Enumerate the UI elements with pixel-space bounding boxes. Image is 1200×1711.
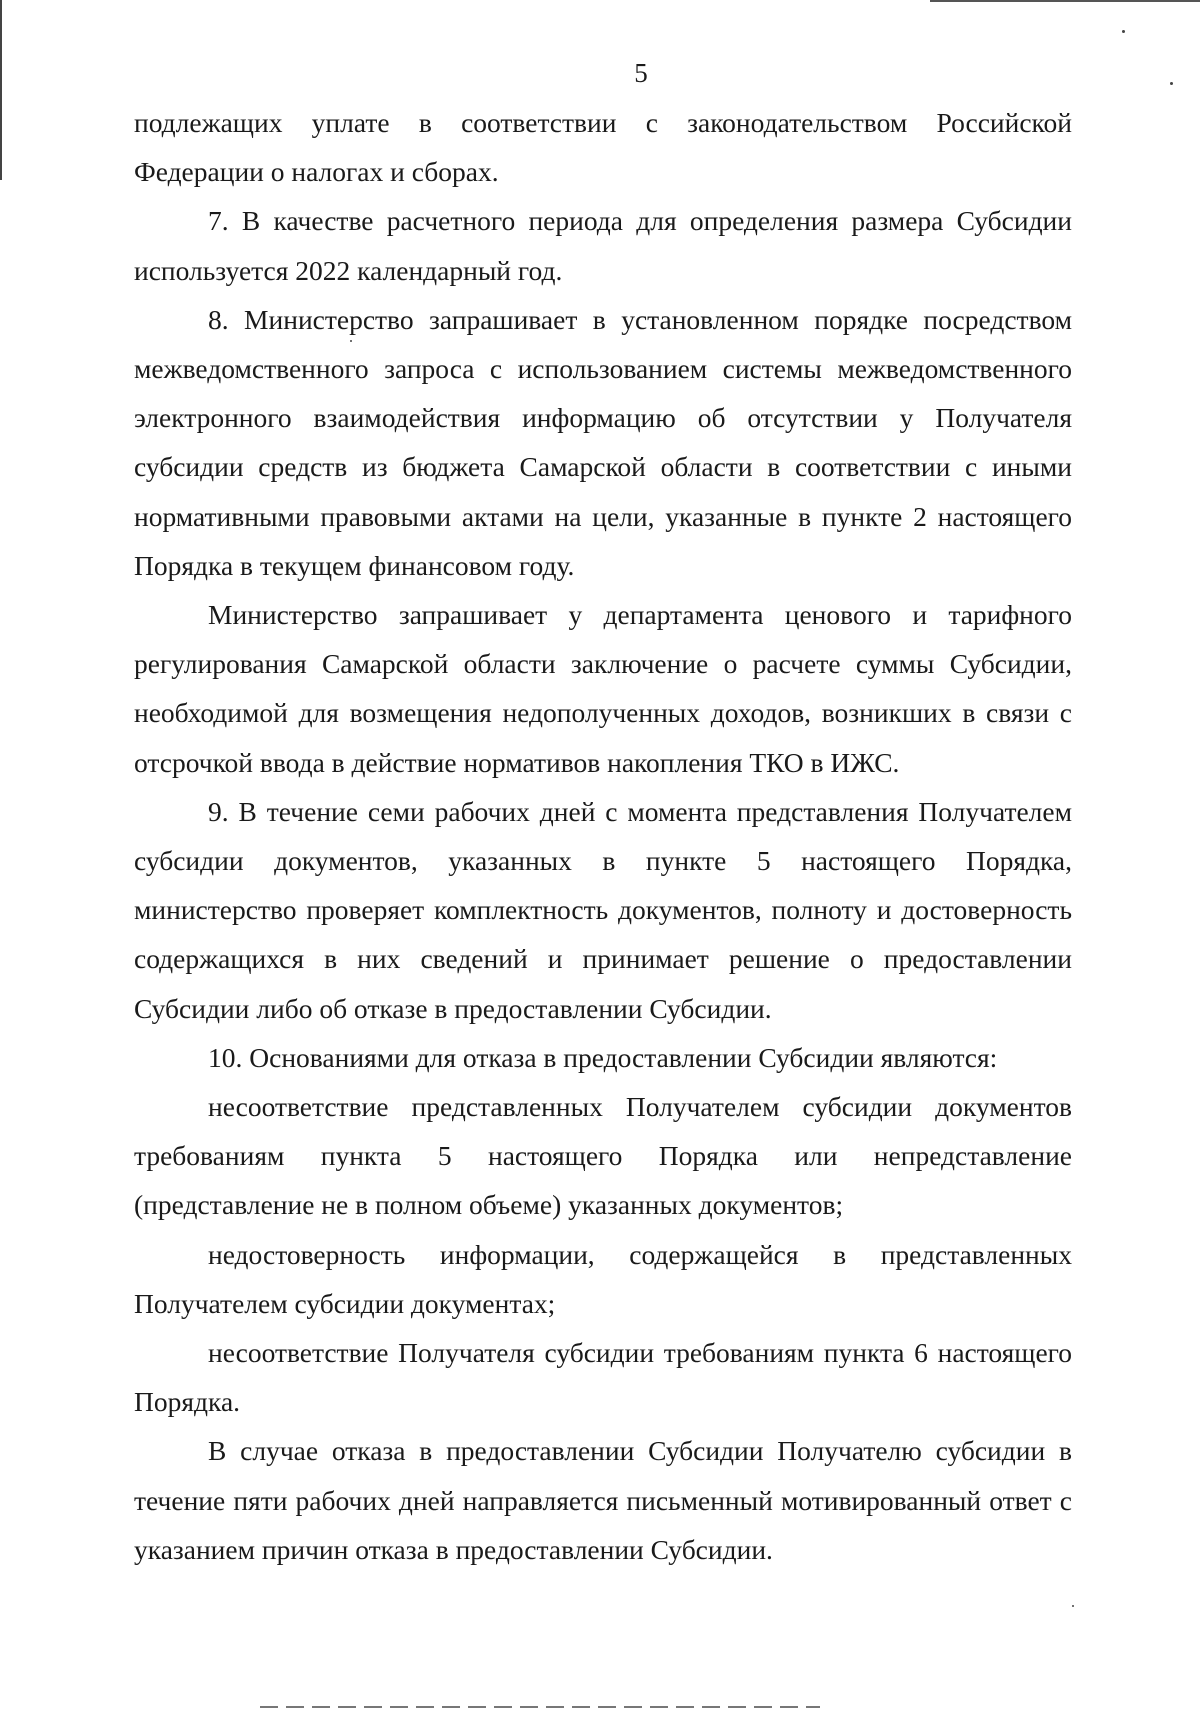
- paragraph-item-10: 10. Основаниями для отказа в предоставлении Субсидии являются:: [208, 1041, 998, 1073]
- scan-edge-bottom: [260, 1706, 820, 1708]
- paragraph-item-7: 7. В качестве расчетного периода для определения размера Субсидии используется 2022 календарный год.: [134, 205, 1072, 286]
- document-body: [134, 98, 1072, 1574]
- paragraph-continuation: подлежащих уплате в соответствии с законодательством Российской Федерации о налогах и сборах.: [134, 107, 1072, 188]
- paragraph-item-8: 8. Министерство запрашивает в установленном порядке посредством межведомственного запроса с использованием системы межведомственного электронного взаимодействия информацию об отсутствии у Получателя субсидии средств из бюджета Самарской области в соответствии с иными нормативными правовыми актами на цели, указанные в пункте 2 настоящего Порядка в текущем финансовом году.: [134, 303, 1072, 581]
- paragraph-refusal-notice: В случае отказа в предоставлении Субсидии Получателю субсидии в течение пяти рабочих дней направляется письменный мотивированный ответ с указанием причин отказа в предоставлении Субсидии.: [134, 1435, 1072, 1565]
- page-number: 5: [634, 58, 648, 88]
- scan-edge-top: [930, 0, 1200, 2]
- paragraph-refusal-ground-1: несоответствие представленных Получателем субсидии документов требованиям пункта 5 настоящего Порядка или непредставление (представление не в полном объеме) указанных документов;: [134, 1091, 1072, 1221]
- paragraph-refusal-ground-3: несоответствие Получателя субсидии требованиям пункта 6 настоящего Порядка.: [134, 1337, 1072, 1418]
- scan-speck: [1122, 30, 1125, 33]
- paragraph-refusal-ground-2: недостоверность информации, содержащейся в представленных Получателем субсидии документах;: [134, 1238, 1072, 1319]
- scan-edge-left: [0, 0, 2, 180]
- scan-speck: [1072, 1605, 1074, 1607]
- paragraph-item-9: 9. В течение семи рабочих дней с момента представления Получателем субсидии документов, указанных в пункте 5 настоящего Порядка, министерство проверяет комплектность документов, полноту и достоверность содержащихся в них сведений и принимает решение о предоставлении Субсидии либо об отказе в предоставлении Субсидии.: [134, 795, 1072, 1024]
- paragraph-ministry-request: Министерство запрашивает у департамента ценового и тарифного регулирования Самарской области заключение о расчете суммы Субсидии, необходимой для возмещения недополученных доходов, возникших в связи с отсрочкой ввода в действие нормативов накопления ТКО в ИЖС.: [134, 599, 1072, 778]
